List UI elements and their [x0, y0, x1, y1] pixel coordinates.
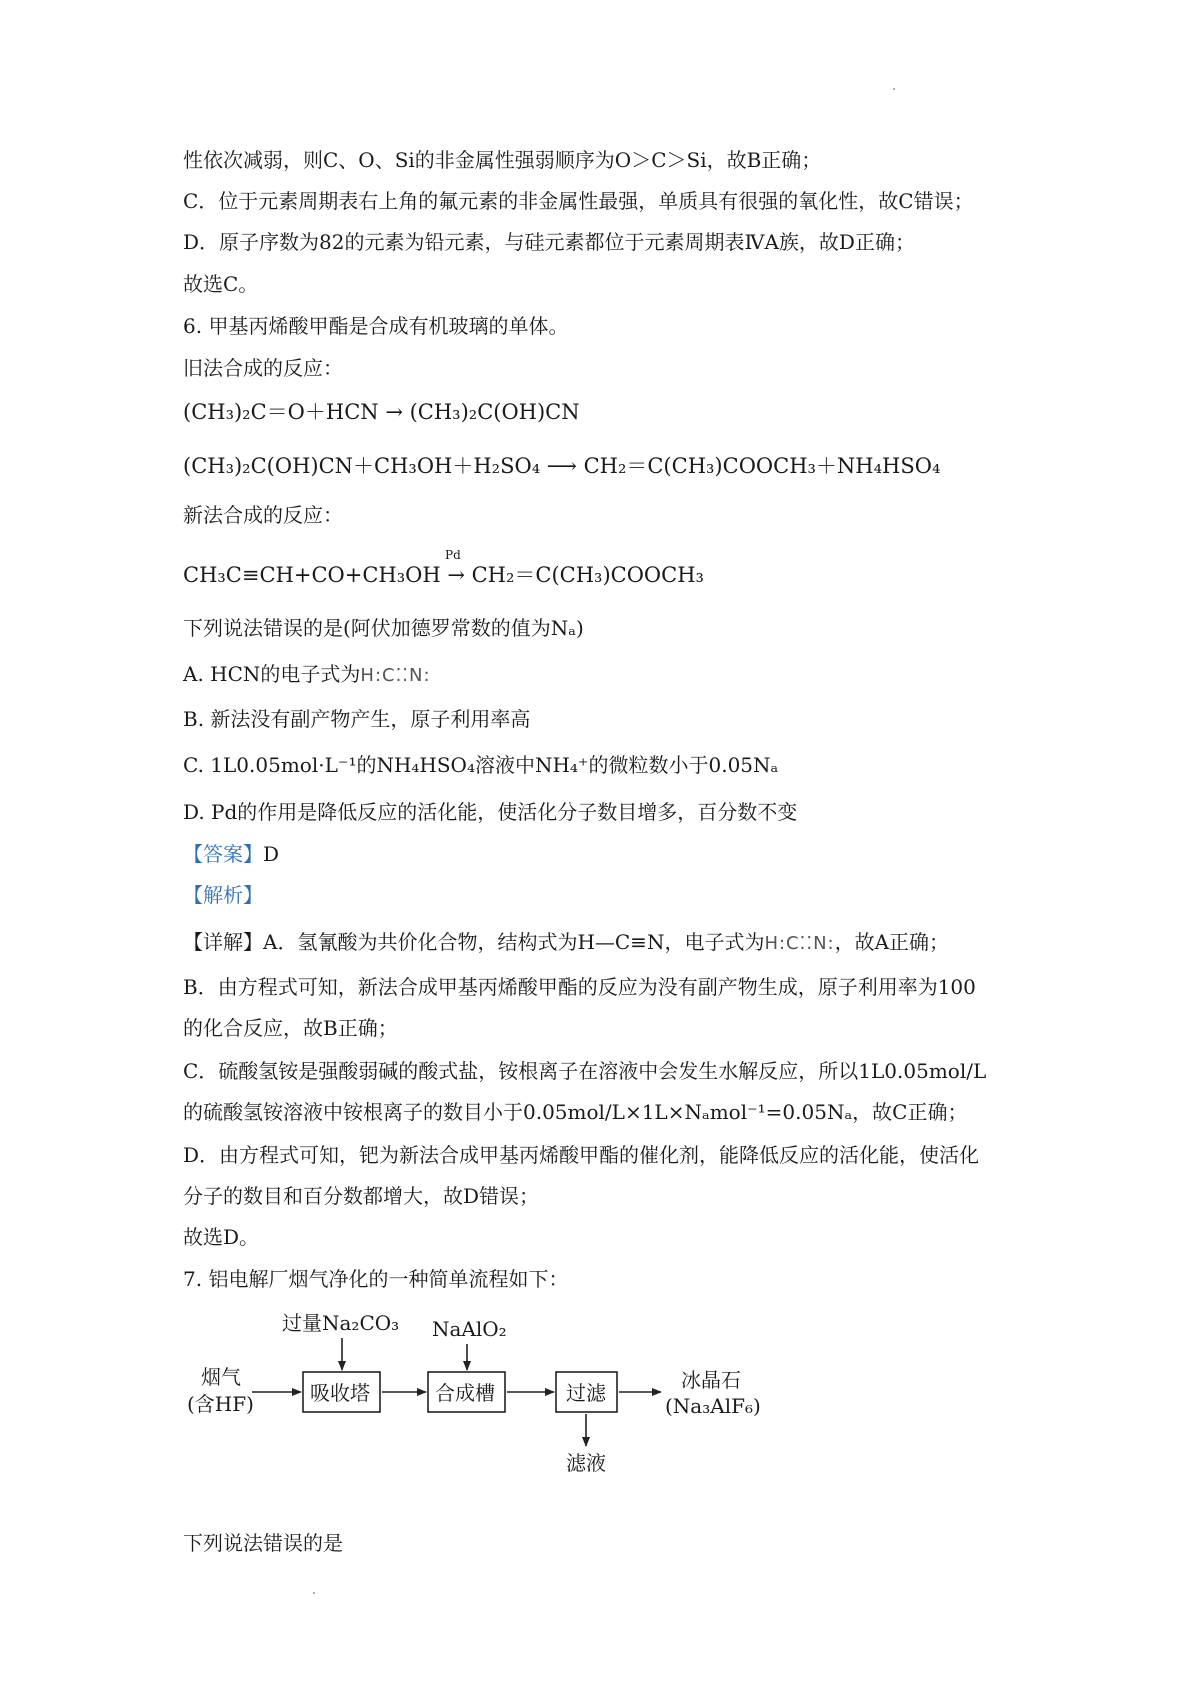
question-7-ask: 下列说法错误的是: [183, 1531, 343, 1555]
detail-text: 【详解】A．氢氰酸为共价化合物，结构式为H—C≡N，电子式为: [183, 930, 765, 954]
text-line: 故选C。: [183, 272, 259, 296]
detail-text: ，故A正确；: [834, 930, 950, 954]
electron-formula-image: H:C⁚⁚N:: [360, 665, 431, 686]
question-6-stem: 6. 甲基丙烯酸甲酯是合成有机玻璃的单体。: [183, 314, 569, 338]
detail-line: B．由方程式可知，新法合成甲基丙烯酸甲酯的反应为没有副产物生成，原子利用率为100: [183, 975, 976, 999]
equation-2: (CH₃)₂C(OH)CN＋CH₃OH＋H₂SO₄ ⟶ CH₂＝C(CH₃)COOCH₃＋NH₄HSO₄: [183, 454, 941, 478]
product-label-line1: 冰晶石: [681, 1368, 741, 1392]
absorber-label: 吸收塔: [310, 1381, 370, 1405]
input-label-line2: (含HF): [187, 1392, 254, 1416]
catalyst-label: Pd: [445, 548, 461, 562]
new-method-label: 新法合成的反应：: [183, 503, 343, 527]
old-method-label: 旧法合成的反应：: [183, 356, 343, 380]
detail-line: D．由方程式可知，钯为新法合成甲基丙烯酸甲酯的催化剂，能降低反应的活化能，使活化: [183, 1143, 980, 1167]
text-line: D．原子序数为82的元素为铅元素，与硅元素都位于元素周期表ⅣA族，故D正确；: [183, 230, 915, 254]
detail-line: 的化合反应，故B正确；: [183, 1016, 398, 1040]
detail-line: 分子的数目和百分数都增大，故D错误；: [183, 1184, 540, 1208]
option-d: D. Pd的作用是降低反应的活化能，使活化分子数目增多，百分数不变: [183, 800, 798, 824]
product-label-line2: (Na₃AlF₆): [665, 1394, 761, 1418]
reagent-2-label: NaAlO₂: [432, 1317, 507, 1341]
detail-line: C．硫酸氢铵是强酸弱碱的酸式盐，铵根离子在溶液中会发生水解反应，所以1L0.05mol/L: [183, 1059, 987, 1083]
input-label-line1: 烟气: [201, 1365, 241, 1389]
option-c: C. 1L0.05mol·L⁻¹的NH₄HSO₄溶液中NH₄⁺的微粒数小于0.05Nₐ: [183, 753, 779, 777]
analysis-tag: 【解析】: [183, 883, 263, 907]
filtrate-label: 滤液: [566, 1451, 606, 1475]
option-a-text: A. HCN的电子式为: [183, 662, 361, 686]
electron-formula-image: H:C⁚⁚N:: [764, 933, 835, 954]
reagent-1-label: 过量Na₂CO₃: [282, 1311, 400, 1335]
equation-1: (CH₃)₂C＝O＋HCN → (CH₃)₂C(OH)CN: [183, 400, 580, 424]
answer-tag: 【答案】: [183, 842, 263, 866]
detail-line: 的硫酸氢铵溶液中铵根离子的数目小于0.05mol/L×1L×Nₐmol⁻¹=0.05Nₐ，故C正确；: [183, 1100, 968, 1124]
question-7-stem: 7. 铝电解厂烟气净化的一种简单流程如下：: [183, 1267, 569, 1291]
scan-dot: [313, 1592, 315, 1594]
question-6-ask: 下列说法错误的是(阿伏加德罗常数的值为Nₐ): [183, 616, 584, 640]
detail-line: 故选D。: [183, 1225, 260, 1249]
answer-value: D: [263, 842, 280, 866]
text-line: C．位于元素周期表右上角的氟元素的非金属性最强，单质具有很强的氧化性，故C错误；: [183, 189, 974, 213]
text-line: 性依次减弱，则C、O、Si的非金属性强弱顺序为O＞C＞Si，故B正确；: [183, 148, 822, 172]
equation-3: CH₃C≡CH+CO+CH₃OH → CH₂＝C(CH₃)COOCH₃: [183, 563, 704, 587]
filter-label: 过滤: [566, 1381, 606, 1405]
synthesis-tank-label: 合成槽: [435, 1381, 495, 1405]
option-b: B. 新法没有副产物产生，原子利用率高: [183, 707, 531, 731]
